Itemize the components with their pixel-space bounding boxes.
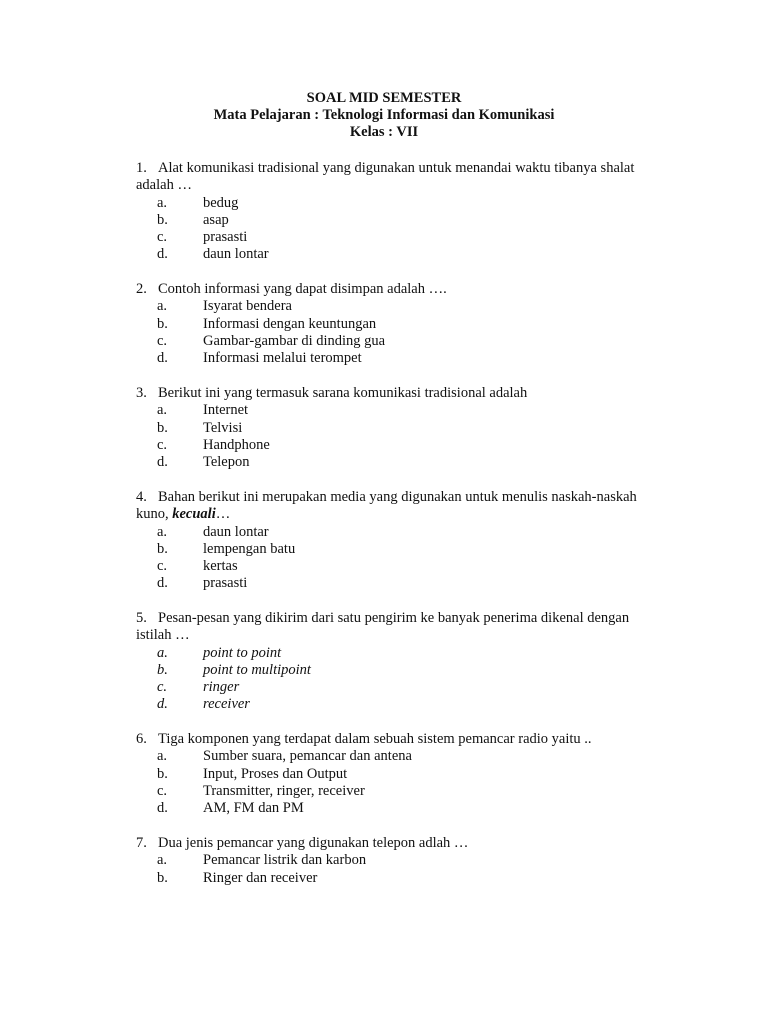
question-text: Bahan berikut ini merupakan media yang digunakan untuk menulis naskah-naskah — [158, 489, 637, 505]
option-a: a. daun lontar — [157, 523, 269, 540]
option-a: a. Isyarat bendera — [157, 298, 292, 315]
question-text: Pesan-pesan yang dikirim dari satu pengirim ke banyak penerima dikenal dengan — [158, 610, 630, 626]
option-d: d. AM, FM dan PM — [157, 800, 304, 817]
option-c: c. Gambar-gambar di dinding gua — [157, 332, 386, 349]
option-b: b. Telvisi — [157, 419, 243, 436]
emphasis-keyword: kecuali — [172, 506, 216, 523]
question-text: Berikut ini yang termasuk sarana komunikasi tradisional adalah — [158, 385, 528, 401]
option-c: c. Handphone — [157, 436, 270, 453]
question-number: 5. — [136, 610, 147, 626]
option-d: d. Telepon — [157, 454, 250, 471]
subject-line: Mata Pelajaran : Teknologi Informasi dan Komunikasi — [213, 107, 555, 123]
question-6 — [136, 731, 676, 817]
option-a: a. Sumber suara, pemancar dan antena — [157, 748, 412, 765]
option-a: a. Internet — [157, 402, 249, 419]
document-header — [0, 90, 768, 141]
question-text: Contoh informasi yang dapat disimpan adalah …. — [158, 281, 447, 297]
question-text: Tiga komponen yang terdapat dalam sebuah sistem pemancar radio yaitu .. — [158, 731, 592, 747]
option-d: d. prasasti — [157, 575, 248, 592]
option-a: a. bedug — [157, 194, 239, 211]
question-2 — [136, 281, 676, 367]
option-c: c. Transmitter, ringer, receiver — [157, 782, 365, 799]
question-number: 7. — [136, 835, 147, 851]
option-b: b. Input, Proses dan Output — [157, 765, 348, 782]
document-title: SOAL MID SEMESTER — [306, 90, 462, 106]
question-text-continued: adalah … — [136, 177, 192, 194]
question-number: 2. — [136, 281, 147, 297]
question-7 — [136, 835, 676, 887]
grade-line: Kelas : VII — [349, 124, 419, 140]
option-b: b. point to multipoint — [157, 661, 311, 678]
question-1 — [136, 160, 676, 264]
option-b: b. Informasi dengan keuntungan — [157, 315, 377, 332]
question-number: 6. — [136, 731, 147, 747]
question-number: 3. — [136, 385, 147, 401]
option-b: b. Ringer dan receiver — [157, 869, 318, 886]
option-d: d. daun lontar — [157, 246, 269, 263]
question-text: Alat komunikasi tradisional yang digunakan untuk menandai waktu tibanya shalat — [158, 160, 635, 176]
option-c: c. ringer — [157, 679, 240, 696]
option-c: c. prasasti — [157, 229, 248, 246]
question-5 — [136, 610, 676, 714]
question-3 — [136, 385, 676, 471]
option-b: b. lempengan batu — [157, 540, 296, 557]
question-text-continued: kuno, kecuali… — [136, 506, 231, 523]
option-a: a. Pemancar listrik dan karbon — [157, 852, 367, 869]
option-b: b. asap — [157, 211, 229, 228]
question-number: 1. — [136, 160, 147, 176]
question-4 — [136, 489, 676, 593]
option-d: d. receiver — [157, 696, 250, 713]
option-a: a. point to point — [157, 644, 282, 661]
question-text-continued: istilah … — [136, 627, 190, 644]
question-number: 4. — [136, 489, 147, 505]
option-d: d. Informasi melalui terompet — [157, 350, 362, 367]
option-c: c. kertas — [157, 558, 238, 575]
question-text: Dua jenis pemancar yang digunakan telepon adlah … — [158, 835, 469, 851]
